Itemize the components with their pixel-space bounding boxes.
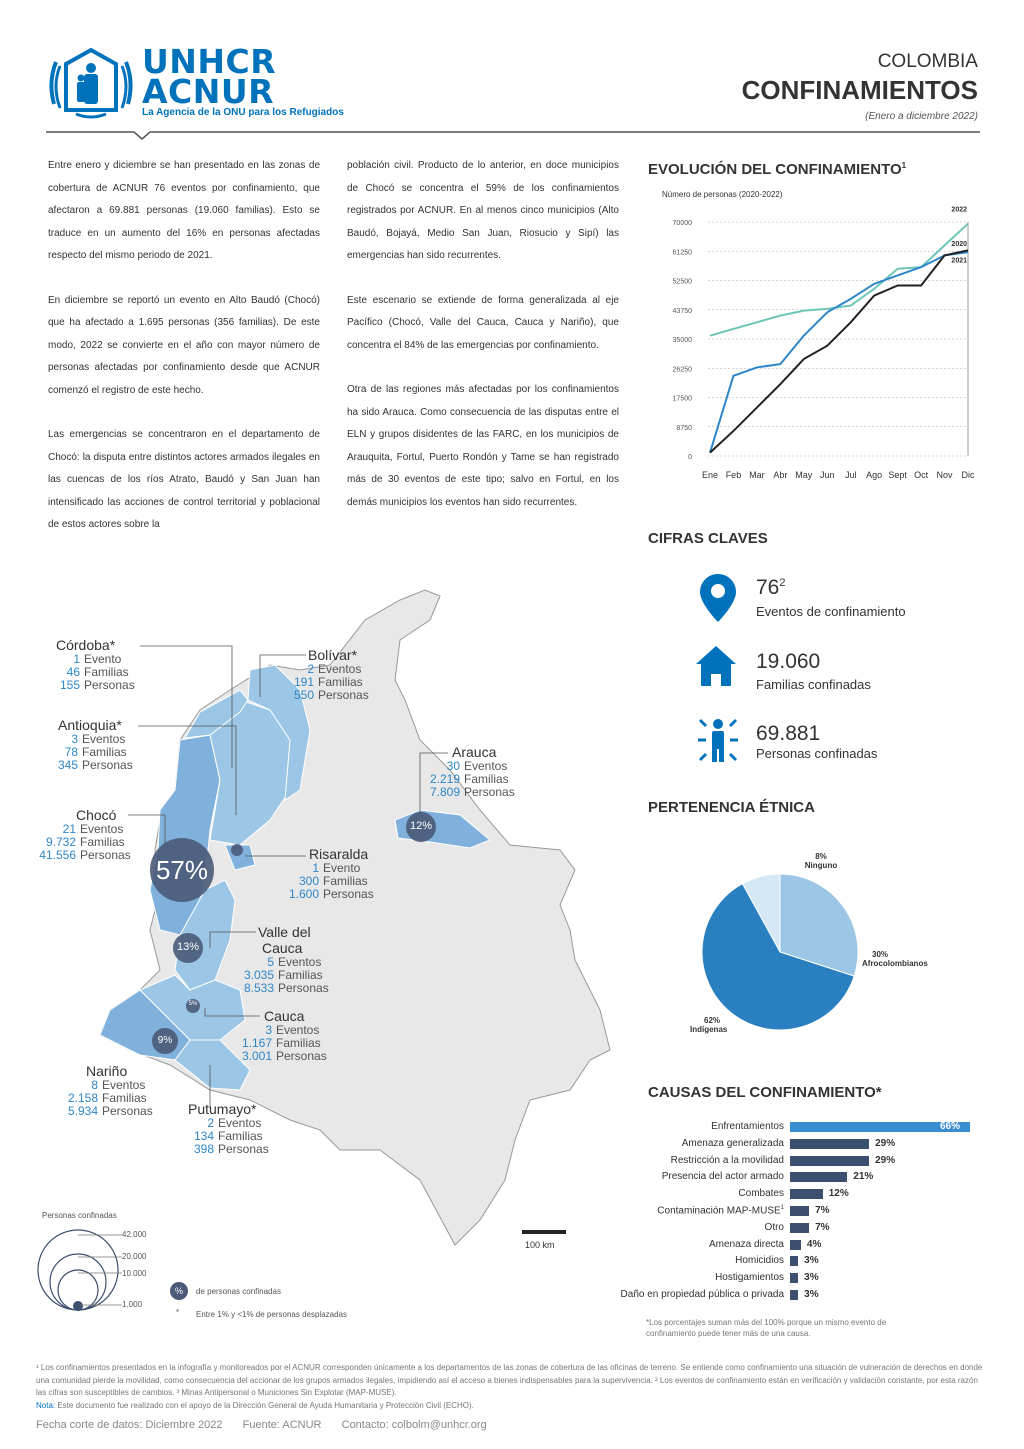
footer-contact[interactable]: Contacto: colbolm@unhcr.org: [341, 1419, 487, 1431]
legend-value-1: 42.000: [122, 1230, 147, 1239]
label-putumayo: Putumayo* 2 Eventos 134 Familias 398 Personas: [188, 1101, 269, 1156]
legend-value-3: 10.000: [122, 1269, 147, 1278]
x-tick-label: Sept: [888, 470, 907, 480]
bar-value-label: 4%: [806, 1238, 822, 1250]
body-paragraph: Las emergencias se concentraron en el departamento de Chocó: la disputa entre distintos actores armados ilegales en las cuencas de los ríos Atrato, Baudó y San Juan han intensificado las acciones de control territorial y poblacional de estos actores sobre la: [48, 429, 320, 530]
logo-tagline: La Agencia de la ONU para los Refugiados: [142, 107, 344, 118]
bar-category-label: Presencia del actor armado: [661, 1171, 784, 1183]
label-narino: Nariño 8 Eventos 2.158 Familias 5.934 Personas: [67, 1063, 153, 1118]
evolution-title: EVOLUCIÓN DEL CONFINAMIENTO$^1$: [648, 161, 907, 178]
y-tick-label: 61250: [672, 249, 692, 257]
persons-value: 69.881: [756, 722, 821, 745]
body-paragraph: población civil. Producto de lo anterior, en doce municipios de Chocó se concentra el 59% de los confinamientos registrados por ACNUR. En al menos cinco municipios (Alto Baudó, Bojayá, Medio San Juan, Riosucio y Sipí) las emergencias han sido recurrentes.: [347, 160, 619, 261]
bar-value-label: 7%: [815, 1221, 830, 1233]
x-tick-label: Jul: [844, 470, 857, 480]
unhcr-emblem-icon: [46, 42, 136, 122]
bubble-narino-label: 9%: [157, 1035, 173, 1046]
events-label: Eventos de confinamiento: [756, 604, 906, 619]
bar-value-label: 7%: [815, 1205, 830, 1216]
y-tick-label: 43750: [672, 307, 692, 315]
bar-category-label: Enfrentamientos: [711, 1121, 784, 1132]
bar-4: [790, 1189, 823, 1199]
families-value: 19.060: [756, 650, 821, 673]
series-label: 2022: [951, 206, 967, 214]
series-label: 2021: [951, 257, 967, 265]
legend-circles: [30, 1225, 180, 1320]
persons-label: Personas confinadas: [756, 746, 878, 761]
legend-value-2: 20.000: [122, 1252, 147, 1261]
y-tick-label: 17500: [672, 395, 692, 403]
bar-value-label: 12%: [828, 1188, 849, 1200]
label-choco: Chocó 21 Eventos 9.732 Familias 41.556 Personas: [39, 807, 131, 862]
label-cordoba: Córdoba* 1 Evento 46 Familias 155 Personas: [56, 637, 135, 692]
series-line-2022: [710, 224, 968, 336]
legend-star-label: Entre 1% y <1% de personas desplazadas: [196, 1310, 347, 1319]
x-tick-label: Abr: [773, 470, 788, 480]
house-icon: [694, 644, 738, 688]
body-paragraph: Otra de las regiones más afectadas por los confinamientos ha sido Arauca. Como consecuencia de las disputas entre el ELN y grupos disidentes de las FARC, en los municipios de Arauquita, Fortul, Puerto Rondón y Tame se han registrado más de 30 eventos de este tipo; salvo en Fortul, en los demás municipios los eventos han sido recurrentes.: [347, 384, 619, 508]
logo-unhcr-text: UNHCR: [142, 42, 277, 81]
body-paragraph: En diciembre se reportó un evento en Alto Baudó (Chocó) que ha afectado a 1.695 personas (356 familias). De este modo, 2022 se convierte en el año con mayor número de personas afectadas por confinamiento desde que ACNUR comenzó el registro de este hecho.: [48, 294, 320, 396]
footer-date: Fecha corte de datos: Diciembre 2022: [36, 1419, 223, 1431]
bubble-choco-label: 57%: [155, 855, 209, 885]
evolution-line-chart: [648, 200, 978, 490]
bar-value-label: 3%: [804, 1272, 819, 1284]
bar-7: [790, 1240, 801, 1250]
series-label: 2020: [951, 241, 967, 249]
unhcr-logo: [46, 42, 376, 122]
label-arauca: Arauca 30 Eventos 2.219 Familias 7.809 Personas: [429, 744, 515, 799]
ethnic-pie-chart: [700, 872, 860, 1032]
causes-bar-chart: [604, 1120, 984, 1310]
bar-1: [790, 1139, 869, 1149]
legend-star-icon: *: [176, 1308, 180, 1317]
bubble-arauca-label: 12%: [409, 820, 433, 832]
bar-category-label: Combates: [738, 1188, 784, 1200]
body-column-1: [48, 155, 320, 559]
y-tick-label: 35000: [672, 337, 692, 344]
label-risaralda: Risaralda 1 Evento 300 Familias 1.600 Personas: [288, 846, 374, 901]
bar-3: [790, 1172, 847, 1182]
header-country: COLOMBIA: [877, 51, 978, 72]
bar-category-label: Restricción a la movilidad: [670, 1154, 784, 1166]
x-tick-label: Ene: [701, 470, 719, 480]
bar-value-label: 29%: [875, 1154, 896, 1166]
bar-9: [790, 1273, 798, 1283]
scale-label: 100 km: [525, 1240, 555, 1250]
families-label: Familias confinadas: [756, 677, 871, 692]
logo-acnur-text: ACNUR: [142, 72, 275, 111]
x-tick-label: Nov: [936, 470, 953, 480]
label-valle: Valle del Cauca 5 Eventos 3.035 Familias 8.533 Personas: [243, 924, 329, 995]
label-bolivar: Bolívar* 2 Eventos 191 Familias 550 Personas: [293, 647, 369, 702]
x-tick-label: Jun: [820, 470, 835, 480]
bar-category-label: Contaminación MAP-MUSE$^1$: [657, 1205, 784, 1217]
body-paragraph: Entre enero y diciembre se han presentado en las zonas de cobertura de ACNUR 76 eventos por confinamiento, que afectaron a 69.881 personas (19.060 familias). Esto se traduce en un aumento del 16% en personas afectadas respecto del mismo periodo de 2021.: [48, 160, 320, 261]
bubble-antioquia: [231, 844, 243, 856]
y-tick-label: 0: [688, 454, 692, 461]
series-line-2020: [710, 252, 968, 453]
label-antioquia: Antioquia* 3 Eventos 78 Familias 345 Personas: [58, 717, 133, 772]
x-tick-label: Dic: [961, 470, 975, 480]
bar-category-label: Amenaza generalizada: [681, 1137, 784, 1149]
bubble-valle-label: 13%: [176, 941, 200, 953]
x-tick-label: Ago: [866, 470, 883, 480]
y-tick-label: 8750: [676, 424, 692, 432]
causes-title: CAUSAS DEL CONFINAMIENTO*: [648, 1084, 882, 1101]
header-divider: [46, 124, 980, 140]
pie-label-afro: 30% Afrocolombianos: [862, 950, 928, 968]
legend-title: Personas confinadas: [42, 1211, 117, 1220]
footer-note: ¹ Los confinamientos presentados en la infografía y monitoreados por el ACNUR corresponden únicamente a los departamentos de las zonas de cobertura de las oficinas de terreno. Se entiende como confinamiento una situación de vulneración de derechos en donde una comunidad pierde la movilidad, como consecuencia del accionar de los grupos armados ilegales, impidiendo así el acceso a bienes indispensables para la supervivencia. ² Los eventos de confinamiento están en verificación y validación constante, por esta razón las cifras son susceptibles de cambios. ³ Minas Antipersonal o Municiones Sin Explotar (MAP-MUSE). Nota: Este documento fue realizado con el apoyo de la Dirección General de Ayuda Humanitaria y Protección Civil (ECHO).: [36, 1363, 983, 1410]
key-figures-title: CIFRAS CLAVES: [648, 530, 768, 547]
bar-10: [790, 1290, 798, 1300]
bar-value-label: 3%: [804, 1255, 819, 1267]
causes-note: *Los porcentajes suman más del 100% porque un mismo evento de confinamiento puede tener más de una causa.: [646, 1318, 887, 1338]
legend-percent-label: de personas confinadas: [196, 1287, 281, 1296]
evolution-subtitle: Número de personas (2020-2022): [662, 190, 783, 199]
bar-category-label: Amenaza directa: [708, 1238, 784, 1250]
footer-info: [36, 1419, 487, 1431]
legend-value-4: 1.000: [122, 1300, 143, 1309]
bar-value-label: 3%: [804, 1289, 819, 1300]
pie-label-ninguno: 8% Ninguno: [804, 852, 838, 870]
ethnic-title: PERTENENCIA ÉTNICA: [648, 799, 815, 816]
bar-5: [790, 1206, 809, 1216]
location-pin-icon: [700, 574, 736, 622]
scale-bar: [522, 1230, 566, 1234]
legend-percent-icon: %: [170, 1282, 188, 1300]
header-period: (Enero a diciembre 2022): [865, 111, 978, 122]
page-title: CONFINAMIENTOS: [741, 75, 978, 105]
bar-value-label: 21%: [853, 1171, 874, 1183]
label-cauca: Cauca 3 Eventos 1.167 Familias 3.001 Personas: [241, 1008, 327, 1063]
bar-category-label: Hostigamientos: [715, 1272, 784, 1284]
bar-value-label: 66%: [940, 1121, 961, 1132]
bar-category-label: Otro: [764, 1221, 784, 1233]
bar-6: [790, 1223, 809, 1233]
bar-category-label: Daño en propiedad pública o privada: [620, 1289, 784, 1300]
y-tick-label: 70000: [672, 220, 692, 227]
body-column-2: [347, 155, 619, 536]
body-paragraph: Este escenario se extiende de forma generalizada al eje Pacífico (Chocó, Valle del Cauca, Cauca y Nariño), que concentra el 84% de las emergencias por confinamiento.: [347, 294, 619, 351]
x-tick-label: May: [795, 470, 813, 480]
events-value: $76^2$: [756, 576, 786, 599]
bar-value-label: 29%: [875, 1137, 896, 1149]
y-tick-label: 26250: [672, 366, 692, 374]
bar-2: [790, 1156, 869, 1166]
bar-8: [790, 1256, 798, 1266]
bubble-cauca-label: 5%: [188, 1001, 198, 1007]
person-confined-icon: [696, 716, 740, 764]
bar-category-label: Homicidios: [735, 1255, 784, 1267]
x-tick-label: Oct: [914, 470, 929, 480]
x-tick-label: Feb: [725, 470, 742, 480]
y-tick-label: 52500: [672, 278, 692, 286]
x-tick-label: Mar: [749, 470, 765, 480]
pie-label-indigenas: 62% Indígenas: [690, 1016, 728, 1034]
footer-source: Fuente: ACNUR: [242, 1419, 322, 1431]
